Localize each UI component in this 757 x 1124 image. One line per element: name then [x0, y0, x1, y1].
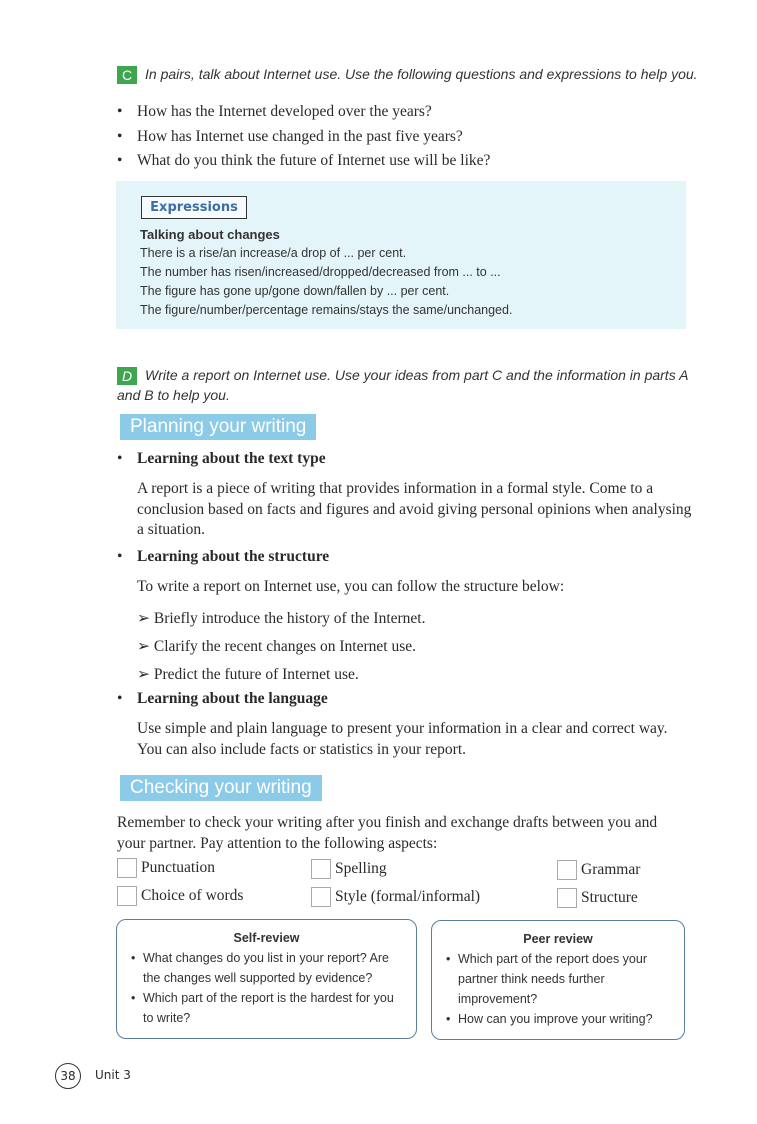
- question-item: • How has Internet use changed in the past five years?: [117, 125, 490, 150]
- self-review-item: • What changes do you list in your report? Are the changes well supported by evidence?: [127, 948, 406, 988]
- checkbox-spelling[interactable]: Spelling: [311, 859, 387, 879]
- peer-review-title: Peer review: [523, 932, 593, 946]
- expression-line: The figure/number/percentage remains/stays the same/unchanged.: [140, 303, 513, 317]
- structure-body: To write a report on Internet use, you can follow the structure below:: [137, 578, 565, 595]
- checking-body: Remember to check your writing after you finish and exchange drafts between you and your partner. Pay attention to the following aspects:: [117, 814, 658, 852]
- checkbox-choice-of-words[interactable]: Choice of words: [117, 886, 243, 906]
- checkbox-punctuation[interactable]: Punctuation: [117, 858, 215, 878]
- part-d-label: D: [117, 367, 137, 385]
- checkbox-structure[interactable]: Structure: [557, 888, 638, 908]
- expressions-title: Expressions: [141, 196, 247, 219]
- structure-steps: [137, 605, 692, 689]
- self-review-title: Self-review: [233, 931, 300, 945]
- peer-review-box: [431, 920, 685, 1040]
- question-list: [117, 100, 490, 174]
- expression-line: There is a rise/an increase/a drop of ... per cent.: [140, 246, 407, 260]
- checkbox-icon[interactable]: [557, 860, 577, 880]
- planning-heading: Planning your writing: [120, 414, 316, 440]
- question-item: • What do you think the future of Internet use will be like?: [117, 149, 490, 174]
- structure-heading: • Learning about the structure: [117, 548, 329, 566]
- text-type-heading: • Learning about the text type: [117, 450, 326, 468]
- unit-label: Unit 3: [95, 1068, 131, 1082]
- part-c-label: C: [117, 66, 137, 84]
- checkbox-grammar[interactable]: Grammar: [557, 860, 640, 880]
- checkbox-icon[interactable]: [117, 858, 137, 878]
- expressions-lines: [140, 225, 512, 320]
- question-item: • How has the Internet developed over the years?: [117, 100, 490, 125]
- structure-step: ➢ Clarify the recent changes on Internet use.: [137, 633, 692, 661]
- expressions-subtitle: Talking about changes: [140, 227, 280, 242]
- structure-step: ➢ Briefly introduce the history of the Internet.: [137, 605, 692, 633]
- checkbox-icon[interactable]: [117, 886, 137, 906]
- checkbox-icon[interactable]: [557, 888, 577, 908]
- page-number: 38: [55, 1063, 81, 1089]
- checkbox-icon[interactable]: [311, 887, 331, 907]
- self-review-item: • Which part of the report is the hardest for you to write?: [127, 988, 406, 1028]
- expression-line: The figure has gone up/gone down/fallen by ... per cent.: [140, 284, 450, 298]
- part-d-instruction: D Write a report on Internet use. Use your ideas from part C and the information in parts A and B to help you.: [117, 367, 689, 404]
- language-body: Use simple and plain language to present your information in a clear and correct way. You can also include facts or statistics in your report.: [137, 720, 668, 758]
- checkbox-style[interactable]: Style (formal/informal): [311, 887, 480, 907]
- checkbox-icon[interactable]: [311, 859, 331, 879]
- peer-review-item: • Which part of the report does your partner think needs further improvement?: [442, 949, 674, 1009]
- language-heading: • Learning about the language: [117, 690, 328, 708]
- structure-step: ➢ Predict the future of Internet use.: [137, 661, 692, 689]
- self-review-box: [116, 919, 417, 1039]
- peer-review-item: • How can you improve your writing?: [442, 1009, 674, 1029]
- part-c-instruction: C In pairs, talk about Internet use. Use the following questions and expressions to help you.: [117, 66, 698, 84]
- checking-heading: Checking your writing: [120, 775, 322, 801]
- text-type-body: A report is a piece of writing that provides information in a formal style. Come to a conclusion based on facts and figures and avoid giving personal opinions when analysing a situation.: [137, 480, 692, 538]
- expression-line: The number has risen/increased/dropped/decreased from ... to ...: [140, 265, 501, 279]
